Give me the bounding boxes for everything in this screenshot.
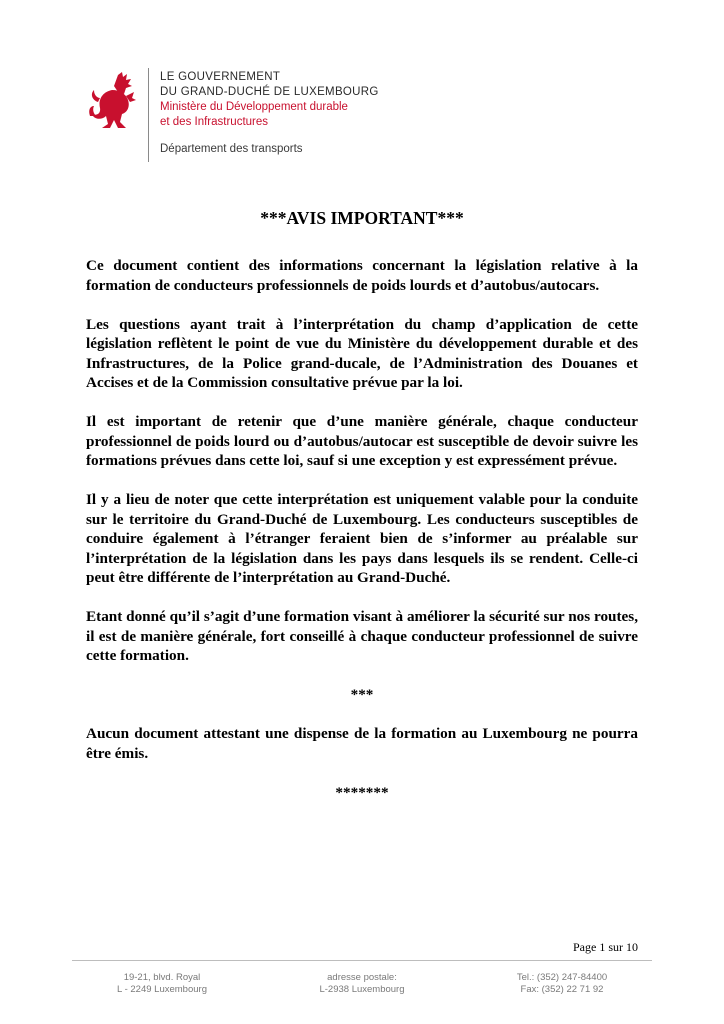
- paragraph: Les questions ayant trait à l’interprétation du champ d’application de cette législation reflètent le point de vue du Ministère du développement durable et des Infrastructures, de la Police grand-ducale, de l’Administration des Douanes et Accises et de la Commission consultative prévue par la loi.: [86, 315, 638, 391]
- footer-divider: [72, 960, 652, 961]
- department-name: Département des transports: [160, 143, 303, 155]
- footer-postal: [272, 972, 452, 996]
- notice-title: ***AVIS IMPORTANT***: [260, 208, 464, 228]
- footer-contact: [472, 972, 652, 996]
- footer-fax: Fax: (352) 22 71 92: [520, 984, 604, 995]
- ministry-line-1: Ministère du Développement durable: [160, 101, 348, 113]
- government-line-1: LE GOUVERNEMENT: [160, 71, 281, 83]
- government-line-2: DU GRAND-DUCHÉ DE LUXEMBOURG: [160, 86, 379, 98]
- footer: [72, 972, 652, 996]
- header-text: [160, 70, 379, 157]
- ministry-line-2: et des Infrastructures: [160, 116, 269, 128]
- final-paragraph: Aucun document attestant une dispense de la formation au Luxembourg ne pourra être émis.: [86, 725, 638, 762]
- paragraph: Ce document contient des informations concernant la législation relative à la formation de conducteurs professionnels de poids lourds et d’autobus/autocars.: [86, 257, 638, 294]
- footer-address-line-2: L - 2249 Luxembourg: [117, 984, 207, 995]
- footer-address-line-1: 19-21, blvd. Royal: [123, 972, 201, 983]
- footer-address: [72, 972, 252, 996]
- paragraph: Il est important de retenir que d’une manière générale, chaque conducteur professionnel de poids lourd ou d’autobus/autocar est susceptible de devoir suivre les formations prévues dans cette loi, sauf si une exception y est expressément prévue.: [86, 413, 638, 469]
- paragraph: Etant donné qu’il s’agit d’une formation visant à améliorer la sécurité sur nos routes, il est de manière générale, fort conseillé à chaque conducteur professionnel de suivre cette formation.: [86, 608, 638, 664]
- footer-tel: Tel.: (352) 247-84400: [516, 972, 608, 983]
- separator-stars: ***: [350, 686, 374, 703]
- notice-body: [86, 256, 638, 822]
- separator-stars-end: *******: [335, 783, 389, 801]
- footer-postal-line-1: adresse postale:: [327, 972, 397, 983]
- page-number: Page 1 sur 10: [573, 940, 638, 954]
- letterhead: [88, 66, 408, 166]
- lion-crest-logo: [88, 72, 136, 130]
- paragraph: Il y a lieu de noter que cette interprétation est uniquement valable pour la conduite sur le territoire du Grand-Duché de Luxembourg. Les conducteurs susceptibles de conduire également à l’étranger feraient bien de s’informer au préalable sur l’interprétation de la législation dans les pays dans lesquels ils se rendent. Celle-ci peut être différente de l’interprétation au Grand-Duché.: [86, 491, 638, 586]
- header-divider: [148, 68, 149, 162]
- footer-postal-line-2: L-2938 Luxembourg: [319, 984, 405, 995]
